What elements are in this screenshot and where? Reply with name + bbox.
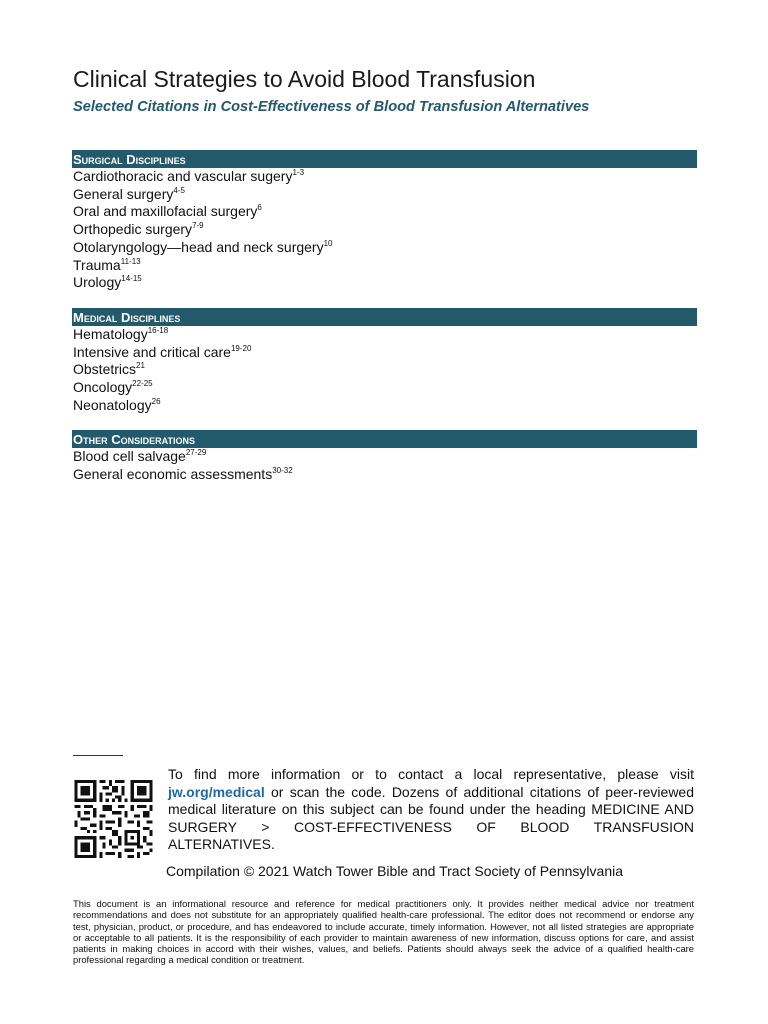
citation-refs: 10 <box>323 238 333 248</box>
citation-refs: 16-18 <box>147 326 169 335</box>
jw-medical-link[interactable]: jw.org/medical <box>168 783 265 800</box>
list-item: Intensive and critical care$^{19-20}$ <box>73 343 252 360</box>
citation-refs: 14-15 <box>121 274 142 284</box>
list-item: Blood cell salvage$^{27-29}$ <box>73 448 207 464</box>
list-item: Cardiothoracic and vascular sugery$^{1-3}$ <box>73 168 305 184</box>
citation-list <box>72 326 697 415</box>
citation-refs: 19-20 <box>230 343 252 353</box>
list-item: General economic assessments$^{30-32}$ <box>73 465 293 482</box>
footnote-divider <box>73 755 123 756</box>
citation-list <box>72 168 697 292</box>
section-heading: Medical Disciplines <box>72 308 697 326</box>
contact-text-before-link: To find more information or to contact a local representative, please visit <box>168 766 694 782</box>
citation-refs: 6 <box>257 203 262 213</box>
section-surgical-disciplines <box>72 150 697 292</box>
citation-refs: 27-29 <box>185 448 207 457</box>
list-item: Oral and maxillofacial surgery$^6$ <box>73 203 262 220</box>
list-item: Urology$^{14-15}$ <box>73 274 142 291</box>
citation-refs: 21 <box>136 361 145 371</box>
page-title: Clinical Strategies to Avoid Blood Transfusion <box>73 66 536 92</box>
list-item: Trauma$^{11-13}$ <box>73 256 141 273</box>
list-item: Otolaryngology—head and neck surgery$^{10}$ <box>73 238 333 255</box>
list-item: Oncology$^{22-25}$ <box>73 379 153 396</box>
section-heading: Other Considerations <box>72 430 697 448</box>
section-medical-disciplines <box>72 308 697 415</box>
citation-refs: 22-25 <box>132 379 153 389</box>
list-item: Neonatology$^{26}$ <box>73 396 161 413</box>
list-item: Orthopedic surgery$^{7-9}$ <box>73 221 204 238</box>
citation-refs: 7-9 <box>192 221 204 231</box>
citation-refs: 4-5 <box>173 185 185 195</box>
citation-refs: 30-32 <box>272 465 293 475</box>
contact-info <box>168 766 694 854</box>
section-other-considerations <box>72 430 697 483</box>
section-heading: Surgical Disciplines <box>72 150 697 168</box>
citation-refs: 11-13 <box>120 256 141 266</box>
list-item: Hematology$^{16-18}$ <box>73 326 169 342</box>
list-item: Obstetrics$^{21}$ <box>73 361 145 378</box>
list-item: General surgery$^{4-5}$ <box>73 185 185 202</box>
citation-refs: 26 <box>151 396 161 406</box>
contact-text-after-link: or scan the code. Dozens of additional citations of peer-reviewed medical literature on this subject can be found under the heading MEDICINE AND SURGERY > COST-EFFECTIVENESS OF BLOOD TRANSFUSION ALTERNATIVES. <box>168 783 694 852</box>
disclaimer-text: This document is an informational resource and reference for medical practitioners only. It provides neither medical advice nor treatment recommendations and does not substitute for an appropriately qualified health-care professional. The editor does not recommend or endorse any test, physician, product, or procedure, and has endeavored to include accurate, timely information. However, not all listed strategies are appropriate or acceptable to all patients. It is the responsibility of each provider to maintain awareness of new information, discuss options for care, and assist patients in making choices in accord with their wishes, values, and beliefs. Patients should always seek the advice of a qualified health-care professional regarding a medical condition or treatment. <box>73 898 694 966</box>
page-subtitle: Selected Citations in Cost-Effectiveness of Blood Transfusion Alternatives <box>73 99 590 115</box>
citation-refs: 1-3 <box>292 168 305 177</box>
copyright-notice: Compilation © 2021 Watch Tower Bible and Tract Society of Pennsylvania <box>166 863 623 879</box>
qr-code-icon[interactable] <box>73 780 154 858</box>
citation-list <box>72 448 697 483</box>
